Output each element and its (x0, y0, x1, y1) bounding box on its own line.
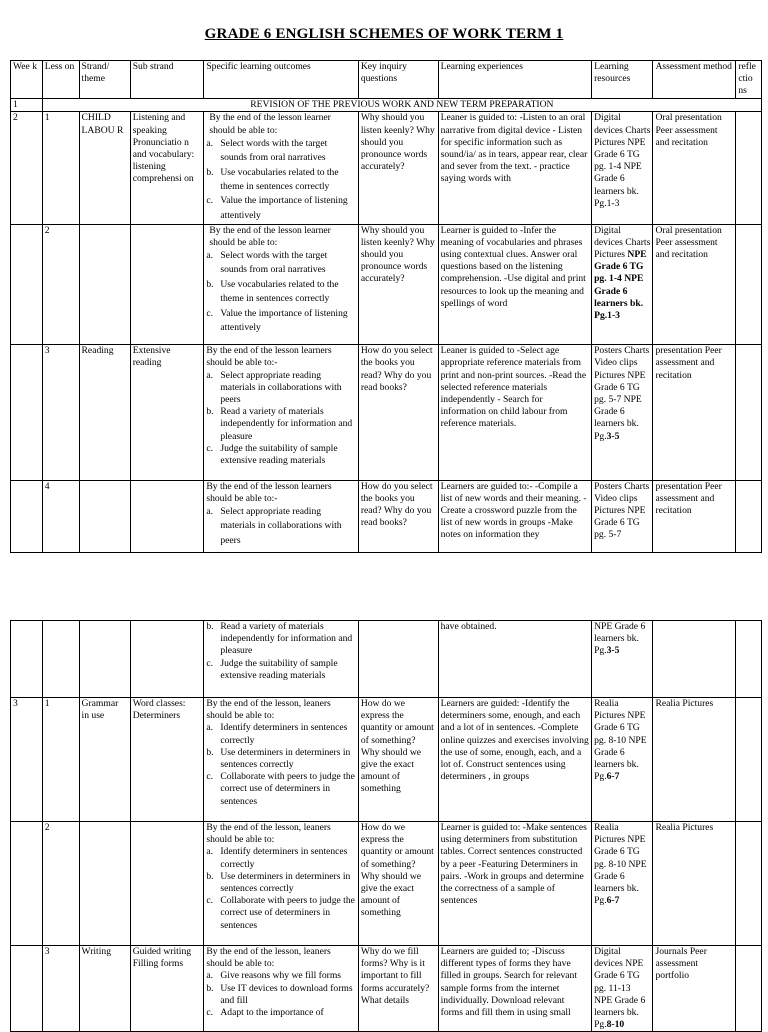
week-cell (11, 822, 43, 946)
header-outcomes: Specific learning outcomes (204, 61, 358, 99)
reflections-cell (736, 345, 762, 481)
revision-row (11, 99, 762, 112)
strand-cell: Writing (79, 946, 130, 1032)
resources-cell: Digital devices Charts Pictures NPE Grade 6 TG pg. 1-4 NPE Grade 6 learners bk. Pg.1-3 (592, 112, 653, 224)
header-questions: Key inquiry questions (358, 61, 438, 99)
outcomes-intro: By the end of the lesson, leaners should be able to: (206, 946, 331, 970)
revision-week: 1 (11, 99, 43, 112)
outcome-item: a. Select words with the target sounds from oral narratives (206, 250, 328, 276)
outcome-item: c. Adapt to the importance of (206, 1007, 324, 1019)
substrand-cell: Guided writing Filling forms (130, 946, 204, 1032)
outcomes-cell (204, 822, 358, 946)
outcome-item: a. Identify determiners in sentences correctly (206, 846, 348, 870)
outcome-item: a. Give reasons why we fill forms (206, 970, 342, 982)
table-row (11, 621, 762, 698)
week-cell (11, 345, 43, 481)
experiences-cell: Learner is guided to -Infer the meaning of vocabularies and phrases using contextual clues. Answer oral questions based on the listening comprehension. -Use digital and print resources to look up the meaning and spellings of word (438, 224, 591, 344)
assessment-cell: presentation Peer assessment and recitation (653, 480, 736, 552)
experiences-cell: Learner is guided to: -Make sentences using determiners from substitution tables. Correct sentences constructed by a peer -Featuring Determiners in pairs. -Work in groups and determine the correctness of a sample of sentences (438, 822, 591, 946)
strand-cell (79, 822, 130, 946)
outcomes-cell (204, 698, 358, 822)
header-strand: Strand/ theme (79, 61, 130, 99)
experiences-cell: Learners are guided to; -Discuss different types of forms they have filled in groups. Search for relevant sample forms from the internet individually. Download relevant forms and fill them in using small (438, 946, 591, 1032)
reflections-cell (736, 480, 762, 552)
header-experiences: Learning experiences (438, 61, 591, 99)
outcome-item: a. Select words with the target sounds from oral narratives (206, 137, 328, 164)
outcome-item: b. Use determiners in determiners in sentences correctly (206, 746, 351, 771)
table-row (11, 698, 762, 822)
assessment-cell: Realia Pictures (653, 822, 736, 946)
outcome-item: c. Collaborate with peers to judge the correct use of determiners in sentences (206, 895, 355, 931)
reflections-cell (736, 698, 762, 822)
substrand-cell: Word classes: Determiners (130, 698, 204, 822)
outcome-item: b. Use IT devices to download forms and fill (206, 982, 353, 1006)
header-resources: Learning resources (592, 61, 653, 99)
table-row (11, 112, 762, 224)
lesson-cell: 2 (42, 822, 79, 946)
lesson-cell: 3 (42, 345, 79, 481)
questions-cell: How do we express the quantity or amount of something? Why should we give the exact amount of something (358, 698, 438, 822)
week-cell (11, 621, 43, 698)
strand-cell (79, 224, 130, 344)
outcome-item: a. Select appropriate reading materials in collaborations with peers (206, 506, 342, 546)
resources-cell: Realia Pictures NPE Grade 6 TG pg. 8-10 NPE Grade 6 learners bk. Pg.6-7 (592, 698, 653, 822)
assessment-cell: Journals Peer assessment portfolio (653, 946, 736, 1032)
assessment-cell: Oral presentation Peer assessment and recitation (653, 112, 736, 224)
outcome-item: c. Collaborate with peers to judge the correct use of determiners in sentences (206, 771, 355, 807)
schemes-table-page-2 (10, 620, 762, 1032)
resources-plain: Digital devices Charts Pictures (594, 224, 651, 261)
resources-cell (592, 224, 653, 344)
questions-cell: Why do we fill forms? Why is it important to fill forms accurately? What details (358, 946, 438, 1032)
experiences-cell: Leaner is guided to: -Listen to an oral narrative from digital device - Listen for specific information such as sound/ia/ as in tears, appear rear, clear and sever from the text. - practice saying words with (438, 112, 591, 224)
reflections-cell (736, 224, 762, 344)
table-row (11, 224, 762, 344)
outcomes-intro: By the end of the lesson learner should be able to: (209, 112, 331, 136)
resources-cell: Posters Charts Video clips Pictures NPE Grade 6 TG pg. 5-7 (592, 480, 653, 552)
week-cell: 3 (11, 698, 43, 822)
outcome-item: b. Use vocabularies related to the theme in sentences correctly (206, 278, 339, 305)
questions-cell: How do you select the books you read? Why do you read books? (358, 345, 438, 481)
reflections-cell (736, 946, 762, 1032)
strand-cell: CHILD LABOU R (79, 112, 130, 224)
schemes-table-page-1 (10, 60, 762, 553)
header-reflections: refle ctio ns (736, 61, 762, 99)
questions-cell: How do we express the quantity or amount of something? Why should we give the exact amount of something (358, 822, 438, 946)
substrand-cell (130, 224, 204, 344)
outcomes-cell (204, 946, 358, 1032)
assessment-cell (653, 621, 736, 698)
resources-cell: NPE Grade 6 learners bk. Pg.3-5 (592, 621, 653, 698)
assessment-cell: presentation Peer assessment and recitation (653, 345, 736, 481)
outcome-item: c. Value the importance of listening attentively (206, 307, 348, 334)
week-cell (11, 224, 43, 344)
reflections-cell (736, 112, 762, 224)
substrand-cell (130, 822, 204, 946)
reflections-cell (736, 621, 762, 698)
table-row (11, 822, 762, 946)
outcomes-intro: By the end of the lesson learners should be able to:- (206, 345, 332, 369)
outcomes-cell (204, 224, 358, 344)
substrand-cell (130, 621, 204, 698)
questions-cell (358, 621, 438, 698)
header-substrand: Sub strand (130, 61, 204, 99)
outcomes-intro: By the end of the lesson learners should be able to:- (206, 480, 332, 504)
strand-cell (79, 480, 130, 552)
outcomes-intro: By the end of the lesson learner should be able to: (209, 224, 331, 248)
lesson-cell: 4 (42, 480, 79, 552)
header-lesson: Less on (42, 61, 79, 99)
strand-cell: Reading (79, 345, 130, 481)
week-cell (11, 480, 43, 552)
table-row (11, 480, 762, 552)
lesson-cell: 1 (42, 698, 79, 822)
outcome-item: b. Read a variety of materials independently for information and pleasure (206, 406, 353, 442)
outcome-item: c. Judge the suitability of sample extensive reading materials (206, 657, 338, 681)
substrand-cell: Listening and speaking Pronunciatio n and vocabulary: listening comprehensi on (130, 112, 204, 224)
substrand-cell: Extensive reading (130, 345, 204, 481)
header-week: Wee k (11, 61, 43, 99)
resources-cell: Digital devices NPE Grade 6 TG pg. 11-13 NPE Grade 6 learners bk. Pg.8-10 (592, 946, 653, 1032)
outcome-item: b. Use vocabularies related to the theme in sentences correctly (206, 166, 339, 193)
header-assessment: Assessment method (653, 61, 736, 99)
outcome-item: b. Use determiners in determiners in sentences correctly (206, 870, 351, 895)
outcomes-cell (204, 480, 358, 552)
strand-cell (79, 621, 130, 698)
lesson-cell: 2 (42, 224, 79, 344)
substrand-cell (130, 480, 204, 552)
outcomes-intro: By the end of the lesson, leaners should be able to: (206, 698, 331, 722)
questions-cell: Why should you listen keenly? Why should you pronounce words accurately? (358, 112, 438, 224)
outcomes-cell (204, 621, 358, 698)
revision-text: REVISION OF THE PREVIOUS WORK AND NEW TERM PREPARATION (42, 99, 761, 112)
lesson-cell: 3 (42, 946, 79, 1032)
outcomes-cell (204, 112, 358, 224)
experiences-cell: Learners are guided: -Identify the determiners some, enough, and each and a lot of in sentences. -Complete online quizzes and exercises involving the use of some, enough, each, and a lot of. Construct sentences using determiners , in groups (438, 698, 591, 822)
header-row (11, 61, 762, 99)
resources-bold: NPE Grade 6 TG pg. 1-4 NPE Grade 6 learners bk. Pg.1-3 (594, 249, 647, 322)
week-cell: 2 (11, 112, 43, 224)
experiences-cell: Leaner is guided to -Select age appropriate reference materials from print and non-print sources. -Read the selected reference materials independently - Search for information on child labour from reference materials. (438, 345, 591, 481)
outcomes-cell (204, 345, 358, 481)
lesson-cell: 1 (42, 112, 79, 224)
document-title: GRADE 6 ENGLISH SCHEMES OF WORK TERM 1 (204, 26, 564, 42)
experiences-cell: Learners are guided to:- -Compile a list of new words and their meaning. -Create a crossword puzzle from the list of new words in groups -Make notes on information they (438, 480, 591, 552)
outcome-item: b. Read a variety of materials independently for information and pleasure (206, 621, 353, 657)
lesson-cell (42, 621, 79, 698)
assessment-cell: Oral presentation Peer assessment and recitation (653, 224, 736, 344)
experiences-cell: have obtained. (438, 621, 591, 698)
outcome-item: c. Value the importance of listening attentively (206, 195, 348, 221)
week-cell (11, 946, 43, 1032)
assessment-cell: Realia Pictures (653, 698, 736, 822)
outcome-item: a. Identify determiners in sentences correctly (206, 722, 348, 746)
strand-cell: Grammar in use (79, 698, 130, 822)
table-row (11, 345, 762, 481)
outcome-item: a. Select appropriate reading materials in collaborations with peers (206, 369, 342, 405)
questions-cell: How do you select the books you read? Why do you read books? (358, 480, 438, 552)
outcomes-intro: By the end of the lesson, leaners should be able to: (206, 822, 331, 846)
questions-cell: Why should you listen keenly? Why should you pronounce words accurately? (358, 224, 438, 344)
outcome-item: c. Judge the suitability of sample extensive reading materials (206, 442, 338, 466)
resources-cell: Posters Charts Video clips Pictures NPE Grade 6 TG pg. 5-7 NPE Grade 6 learners bk. Pg.3-5 (592, 345, 653, 481)
table-row (11, 946, 762, 1032)
resources-cell: Realia Pictures NPE Grade 6 TG pg. 8-10 NPE Grade 6 learners bk. Pg.6-7 (592, 822, 653, 946)
reflections-cell (736, 822, 762, 946)
